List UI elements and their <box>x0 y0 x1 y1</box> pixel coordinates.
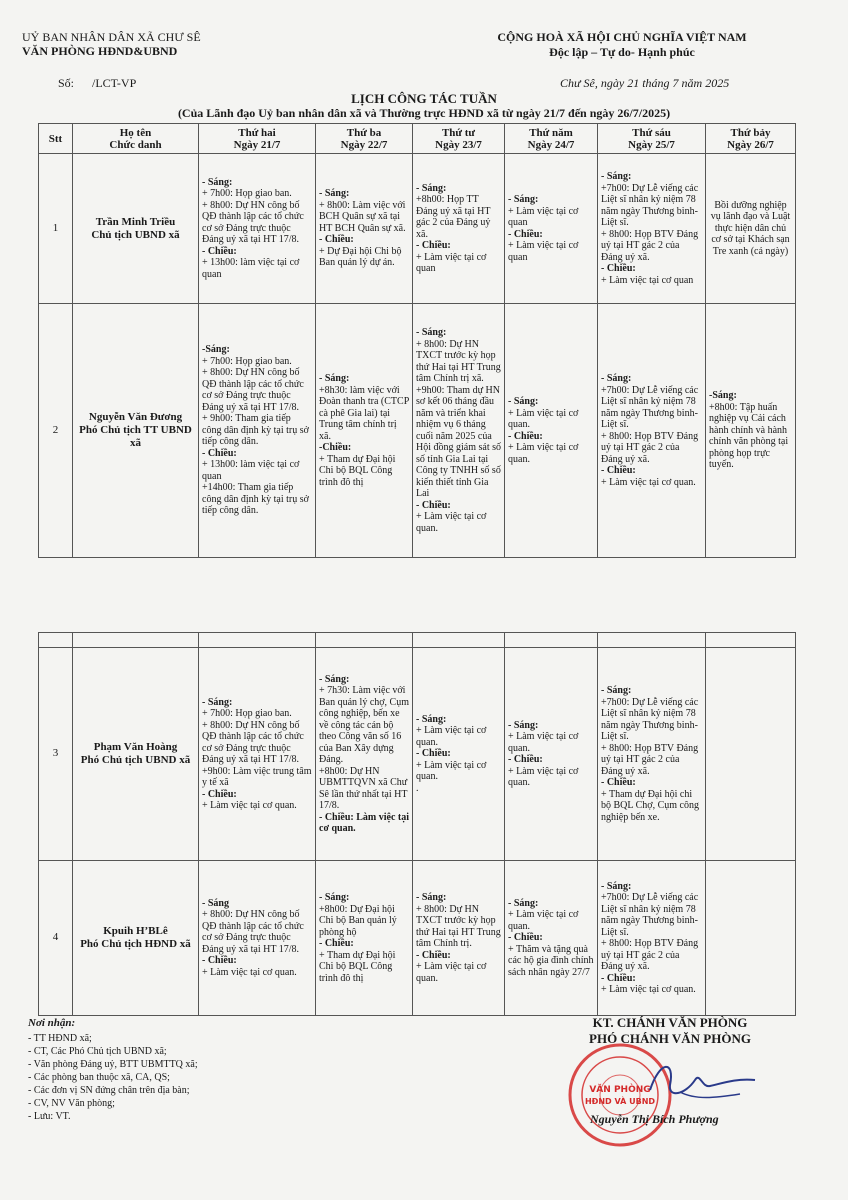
schedule-line: + Làm việc tại cơ quan <box>416 251 487 274</box>
schedule-line: +8h30: làm việc với Đoàn thanh tra (CTCP cà phê Gia lai) tại Trung tâm chính trị xã. <box>319 384 409 442</box>
schedule-line: + Làm việc tại cơ quan. <box>508 765 579 788</box>
recipient-item: - Lưu: VT. <box>28 1111 71 1122</box>
schedule-cell <box>505 154 598 304</box>
schedule-line: + 7h30: Làm việc với Ban quản lý chợ, Cụm công nghiệp, bến xe về công tác cán bộ theo Công văn số 16 của Ban Xây dựng Đảng. <box>319 685 409 765</box>
schedule-line: - Sáng: <box>319 188 350 200</box>
column-header-day: Thứ bảy Ngày 26/7 <box>706 124 796 154</box>
schedule-line: - Chiều: <box>319 938 354 949</box>
schedule-line: + 8h00: Họp BTV Đảng uỷ tại HT gác 2 của Đảng uỷ xã. <box>601 938 699 972</box>
official-name-cell <box>73 304 199 558</box>
schedule-line: +7h00: Dự Lễ viếng các Liệt sĩ nhân kỷ niệm 78 năm ngày Thương binh-Liệt sĩ. <box>601 892 699 938</box>
recipients-label: Nơi nhận: <box>28 1017 76 1029</box>
schedule-cell <box>706 861 796 1016</box>
date-line: Chư Sê, ngày 21 tháng 7 năm 2025 <box>560 76 730 90</box>
issuer-line2: VĂN PHÒNG HĐND&UBND <box>22 44 178 58</box>
schedule-line: - Chiều: <box>416 499 451 511</box>
recipient-item: - CV, NV Văn phòng; <box>28 1098 115 1109</box>
schedule-line: + Tham dự Đại hội Chi bộ BQL Công trình đô thị <box>319 453 396 488</box>
schedule-line: +9h00: Tham dự HN sơ kết 06 tháng đầu năm và triển khai nhiệm vụ 6 tháng cuối năm 2025 của Hội đồng giám sát số số tỉnh Gia Lai tại Công ty TNHH số số kiến thiết tỉnh Gia Lai <box>416 384 501 499</box>
schedule-line: + Làm việc tại cơ quan <box>601 274 694 286</box>
schedule-line: - Sáng: <box>202 176 233 188</box>
schedule-line: +8h00: Họp TT Đảng uỷ xã tại HT gác 2 của Đảng uỷ xã. <box>416 194 491 240</box>
schedule-cell <box>706 154 796 304</box>
schedule-table-part2 <box>38 632 796 1016</box>
schedule-line: + 8h00: Dự HN TXCT trước kỳ họp thứ Hai tại HT Trung tâm Chính trị. <box>416 903 501 949</box>
schedule-cell <box>598 304 706 558</box>
table-row <box>39 304 796 558</box>
issuer-line1: UỶ BAN NHÂN DÂN XÃ CHƯ SÊ <box>22 30 201 44</box>
schedule-line: +9h00: Làm việc trung tâm y tế xã <box>202 765 312 788</box>
schedule-cell <box>706 304 796 558</box>
schedule-line: - Chiều: <box>601 465 636 476</box>
schedule-line: - Sáng: <box>319 373 350 384</box>
schedule-line: - Sáng: <box>319 892 350 903</box>
official-name-cell <box>73 648 199 861</box>
official-name: Phạm Văn Hoàng <box>93 741 178 753</box>
table-row <box>39 154 796 304</box>
official-name: Kpuih H’BLê <box>103 925 168 937</box>
schedule-line: - Chiều: <box>508 754 543 765</box>
official-name-cell <box>73 861 199 1016</box>
schedule-line: + Làm việc tại cơ quan <box>508 205 579 228</box>
schedule-line: - Chiều: <box>601 972 636 984</box>
schedule-cell <box>505 304 598 558</box>
schedule-line: - Chiều: <box>202 788 237 800</box>
schedule-line: +7h00: Dự Lễ viếng các Liệt sĩ nhân kỷ niệm 78 năm ngày Thương binh-Liệt sĩ. <box>601 696 699 742</box>
schedule-line: + 8h00: Dự HN công bố QĐ thành lập các tổ chức cơ sở Đảng trực thuộc Đảng uỷ xã tại HT 17/8. <box>202 719 304 765</box>
table-blank-row <box>39 633 796 648</box>
schedule-line: - Sáng: <box>416 892 447 903</box>
schedule-line: - Sáng: <box>508 719 539 731</box>
official-position: Phó Chủ tịch HĐND xã <box>80 938 191 950</box>
schedule-line: -Sáng: <box>709 390 737 402</box>
schedule-line: Bồi dưỡng nghiệp vụ lãnh đạo và Luật thực hiện dân chủ cơ sở tại Khách sạn Tre xanh (cả ngày) <box>710 199 791 257</box>
schedule-line: - Sáng: <box>508 897 539 909</box>
schedule-line: +8h00: Dự HN UBMTTQVN xã Chư Sê lần thứ nhất tại HT 17/8. <box>319 765 408 811</box>
schedule-cell <box>316 154 413 304</box>
schedule-line: + Làm việc tại cơ quan. <box>508 909 579 932</box>
column-header-day: Thứ hai Ngày 21/7 <box>199 124 316 154</box>
schedule-line: -Sáng: <box>202 344 230 356</box>
schedule-line: + Làm việc tại cơ quan. <box>416 511 487 534</box>
schedule-line: - Chiều: <box>508 228 543 240</box>
recipient-item: - Văn phòng Đảng uỷ, BTT UBMTTQ xã; <box>28 1059 198 1070</box>
schedule-line: - Chiều: <box>416 748 451 760</box>
schedule-line: - Sáng: <box>508 194 539 205</box>
recipient-item: - TT HĐND xã; <box>28 1033 92 1044</box>
schedule-line: - Chiều: <box>202 955 237 967</box>
schedule-cell <box>413 304 505 558</box>
schedule-line: + Làm việc tại cơ quan. <box>202 800 297 811</box>
svg-text:HĐND VÀ UBND: HĐND VÀ UBND <box>584 1097 656 1106</box>
official-position: Chủ tịch UBND xã <box>91 228 180 241</box>
schedule-cell <box>598 861 706 1016</box>
document-number-value: /LCT-VP <box>92 76 137 90</box>
schedule-line: + 8h00: Dự HN công bố QĐ thành lập các tổ chức cơ sở Đảng trực thuộc Đảng uỷ xã tại HT 17/8. <box>202 199 304 246</box>
schedule-cell <box>199 861 316 1016</box>
schedule-line: + 8h00: Làm việc với BCH Quân sự xã tại HT BCH Quân sự xã. <box>319 199 406 234</box>
schedule-line: - Sáng: <box>601 171 632 182</box>
schedule-line: - Sáng: <box>601 880 632 892</box>
schedule-line: +7h00: Dự Lễ viếng các Liệt sĩ nhân kỷ niệm 78 năm ngày Thương binh-Liệt sĩ. <box>601 384 699 430</box>
recipient-item: - CT, Các Phó Chủ tịch UBND xã; <box>28 1046 167 1057</box>
document-number <box>58 76 136 91</box>
recipient-item: - Các đơn vị SN đứng chân trên địa bàn; <box>28 1085 190 1096</box>
schedule-cell <box>598 648 706 861</box>
schedule-line: - Sáng: <box>319 673 350 685</box>
schedule-cell <box>199 304 316 558</box>
schedule-cell <box>413 861 505 1016</box>
table-row <box>39 861 796 1016</box>
schedule-line: +8h00: Dự Đại hội Chi bộ Ban quản lý phòng hộ <box>319 903 397 938</box>
official-name: Nguyễn Văn Đương <box>88 411 183 423</box>
schedule-line: - Chiều: <box>508 430 543 442</box>
row-number: 2 <box>39 304 73 558</box>
schedule-line: - Sáng: <box>416 182 447 194</box>
schedule-cell <box>316 861 413 1016</box>
schedule-line: + Tham dự Đại hội Chi bộ BQL Công trình đô thị <box>319 949 396 984</box>
schedule-line: - Sáng: <box>202 696 233 708</box>
schedule-line: + Làm việc tại cơ quan. <box>601 476 696 488</box>
schedule-line: + Làm việc tại cơ quan. <box>416 759 487 783</box>
official-position: Phó Chủ tịch TT UBND xã <box>79 424 192 449</box>
schedule-line: + Dự Đại hội Chi bộ Ban quản lý dự án. <box>319 245 402 269</box>
row-number: 4 <box>39 861 73 1016</box>
recipient-item: - Các phòng ban thuộc xã, CA, QS; <box>28 1072 170 1083</box>
schedule-line: + 8h00: Họp BTV Đảng uỷ tại HT gác 2 của Đảng uỷ xã. <box>601 742 699 777</box>
schedule-line: - Sáng: <box>601 685 632 696</box>
schedule-cell <box>505 861 598 1016</box>
schedule-line: + 9h00: Tham gia tiếp công dân định kỳ tại trụ sở tiếp công dân. <box>202 413 309 448</box>
column-header-stt: Stt <box>39 124 73 154</box>
nation-block <box>430 30 814 60</box>
schedule-cell <box>505 648 598 861</box>
schedule-cell <box>598 154 706 304</box>
schedule-line: +14h00: Tham gia tiếp công dân định kỳ tại trụ sở tiếp công dân. <box>202 482 309 517</box>
schedule-line: + 8h00: Dự HN công bố QĐ thành lập các tổ chức cơ sở Đảng trực thuộc Đảng uỷ xã tại HT 17/8. <box>202 367 304 413</box>
schedule-line: - Sáng: <box>416 713 447 725</box>
handwritten-signature <box>640 1050 760 1110</box>
nation-line1: CỘNG HOÀ XÃ HỘI CHỦ NGHĨA VIỆT NAM <box>497 30 747 44</box>
schedule-line: - Sáng: <box>601 373 632 384</box>
schedule-cell <box>413 648 505 861</box>
signer-name: Nguyễn Thị Bích Phượng <box>590 1112 719 1126</box>
schedule-cell <box>199 154 316 304</box>
schedule-line: - Sáng: <box>416 327 447 338</box>
official-name: Trần Minh Triều <box>95 215 176 228</box>
schedule-line: + 8h00: Dự HN công bố QĐ thành lập các tổ chức cơ sở Đảng trực thuộc Đảng uỷ xã tại HT 17/8. <box>202 909 304 955</box>
column-header-day: Thứ năm Ngày 24/7 <box>505 124 598 154</box>
schedule-line: . <box>416 782 419 794</box>
schedule-line: + 7h00: Họp giao ban. <box>202 355 292 367</box>
signature-title-2: PHÓ CHÁNH VĂN PHÒNG <box>589 1031 751 1046</box>
row-number: 1 <box>39 154 73 304</box>
recipients-block <box>28 1017 198 1123</box>
schedule-table-part1 <box>38 123 796 558</box>
schedule-line: + Làm việc tại cơ quan. <box>508 407 579 430</box>
schedule-line: - Chiều: <box>202 447 237 459</box>
page-title: LỊCH CÔNG TÁC TUẦN <box>351 91 497 106</box>
schedule-line: + Làm việc tại cơ quan. <box>508 442 579 465</box>
nation-line2: Độc lập – Tự do- Hạnh phúc <box>549 45 695 59</box>
schedule-line: + 8h00: Họp BTV Đảng uỷ tại HT gác 2 của Đảng uỷ xã. <box>601 430 699 465</box>
schedule-cell <box>413 154 505 304</box>
schedule-line: + 8h00: Họp BTV Đảng uỷ tại HT gác 2 của Đảng uỷ xã. <box>601 228 699 263</box>
schedule-line: - Chiều: <box>416 949 451 961</box>
schedule-cell <box>316 304 413 558</box>
schedule-line: + Thăm và tặng quà các hộ gia đình chính sách nhân ngày 27/7 <box>508 943 594 978</box>
schedule-line: + Làm việc tại cơ quan. <box>416 725 487 748</box>
official-name-cell <box>73 154 199 304</box>
schedule-line: - Sáng <box>202 897 229 909</box>
column-header-day: Thứ tư Ngày 23/7 <box>413 124 505 154</box>
schedule-line: - Chiều: <box>202 245 237 257</box>
schedule-line: - Chiều: <box>416 240 451 251</box>
schedule-line: -Chiều: <box>319 442 352 453</box>
schedule-line: + 13h00: làm việc tại cơ quan <box>202 459 300 482</box>
schedule-cell <box>199 648 316 861</box>
schedule-line: + Làm việc tại cơ quan. <box>601 984 696 995</box>
row-number: 3 <box>39 648 73 861</box>
table-row <box>39 648 796 861</box>
schedule-line: +7h00: Dự Lễ viếng các Liệt sĩ nhân kỷ niệm 78 năm ngày Thương binh-Liệt sĩ. <box>601 182 699 228</box>
column-header-name: Họ tên Chức danh <box>73 124 199 154</box>
schedule-cell <box>706 648 796 861</box>
schedule-line: + 13h00: làm việc tại cơ quan <box>202 257 300 280</box>
signature-title-1: KT. CHÁNH VĂN PHÒNG <box>592 1015 748 1030</box>
schedule-line: - Sáng: <box>508 396 539 407</box>
schedule-line: - Chiều: <box>601 263 636 274</box>
issuer-block <box>22 30 201 58</box>
schedule-line: + 7h00: Họp giao ban. <box>202 708 292 719</box>
table-header-row <box>39 124 796 154</box>
schedule-line: + 7h00: Họp giao ban. <box>202 188 292 200</box>
schedule-line: + Làm việc tại cơ quan. <box>416 961 487 984</box>
document-number-label: Số: <box>58 76 75 90</box>
schedule-line: + Làm việc tại cơ quan <box>508 240 579 263</box>
column-header-day: Thứ ba Ngày 22/7 <box>316 124 413 154</box>
schedule-line: - Chiều: <box>508 932 543 944</box>
schedule-line: - Chiều: <box>319 234 354 246</box>
schedule-line: +8h00: Tập huấn nghiệp vụ Cải cách hành chính và hành chính văn phòng tại phòng họp trực tuyến. <box>709 401 789 471</box>
column-header-day: Thứ sáu Ngày 25/7 <box>598 124 706 154</box>
schedule-line: + 8h00: Dự HN TXCT trước kỳ họp thứ Hai tại HT Trung tâm Chính trị xã. <box>416 338 501 384</box>
svg-text:VĂN PHÒNG: VĂN PHÒNG <box>589 1085 651 1095</box>
page-subtitle: (Của Lãnh đạo Uỷ ban nhân dân xã và Thường trực HĐND xã từ ngày 21/7 đến ngày 26/7/2025) <box>177 106 671 120</box>
official-position: Phó Chủ tịch UBND xã <box>80 754 191 766</box>
schedule-line: - Chiều: <box>601 777 636 788</box>
schedule-line: + Làm việc tại cơ quan. <box>202 966 297 978</box>
schedule-line: - Chiều: Làm việc tại cơ quan. <box>319 811 409 834</box>
schedule-line: + Tham dự Đại hội chi bộ BQL Chợ, Cụm công nghiệp bến xe. <box>601 788 699 823</box>
schedule-cell <box>316 648 413 861</box>
schedule-line: + Làm việc tại cơ quan. <box>508 731 579 754</box>
